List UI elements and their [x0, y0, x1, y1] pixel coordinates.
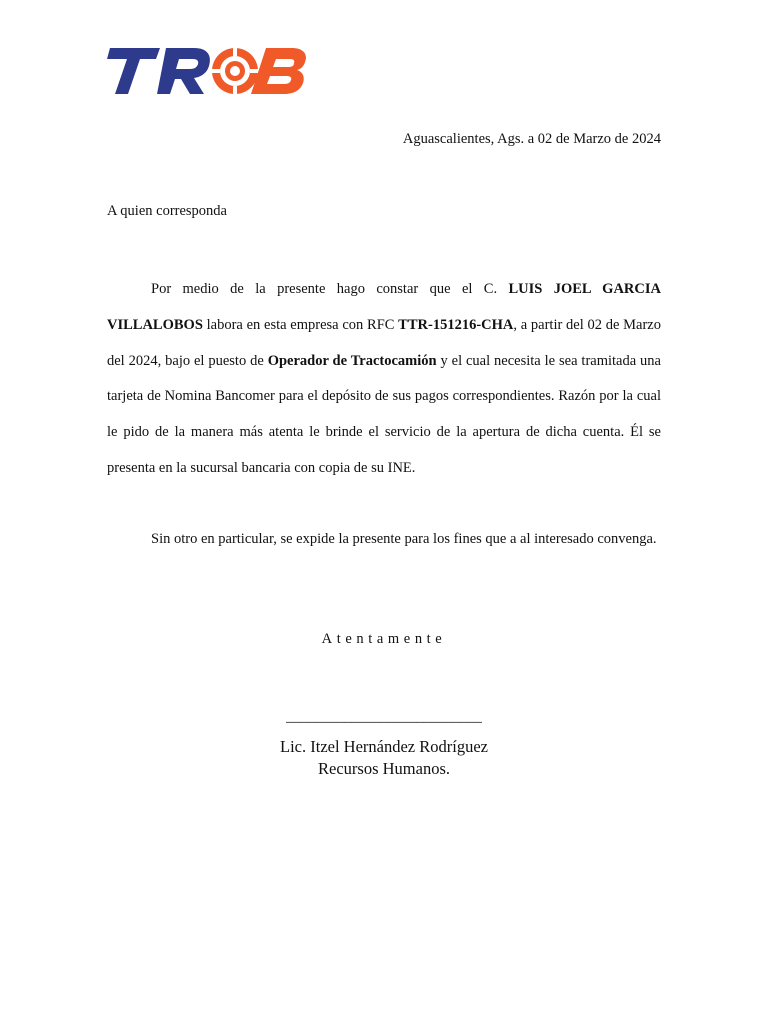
- body-paragraph-2: [107, 522, 661, 558]
- paragraph1-text-4: y el cual necesita le sea tramitada una tarjeta de Nomina Bancomer para el depósito de sus pagos correspondientes. Razón por la cual le pido de la manera más atenta le brinde el servicio de la apertura de dicha cuenta. Él se presenta en la sucursal bancaria con copia de su INE.: [107, 352, 661, 476]
- paragraph1-text-3: , a partir del 02 de Marzo del 2024, bajo el puesto de: [107, 316, 661, 369]
- rfc-value: TTR-151216-CHA: [398, 316, 514, 333]
- signer-name: Lic. Itzel Hernández Rodríguez: [280, 737, 488, 756]
- closing: Atentamente: [321, 631, 447, 647]
- signature-line: ___________________________: [286, 709, 482, 725]
- logo-letter-r: [157, 48, 210, 94]
- body-paragraph-1: [107, 272, 661, 487]
- position-title: Operador de Tractocamión: [267, 352, 437, 369]
- date-line: Aguascalientes, Ags. a 02 de Marzo de 2024: [402, 131, 661, 147]
- paragraph1-text-2: labora en esta empresa con RFC: [202, 316, 399, 333]
- paragraph2-text: Sin otro en particular, se expide la presente para los fines que a al interesado convenga.: [151, 531, 657, 547]
- salutation: A quien corresponda: [107, 203, 227, 219]
- paragraph1-text-1: Por medio de la presente hago constar que el C.: [151, 281, 509, 297]
- trob-logo: [104, 40, 308, 100]
- logo-letter-b: [251, 48, 306, 94]
- employee-name: LUIS JOEL GARCIA VILLALOBOS: [107, 281, 661, 333]
- logo-letter-t: [107, 48, 160, 94]
- signer-title: Recursos Humanos.: [318, 759, 450, 778]
